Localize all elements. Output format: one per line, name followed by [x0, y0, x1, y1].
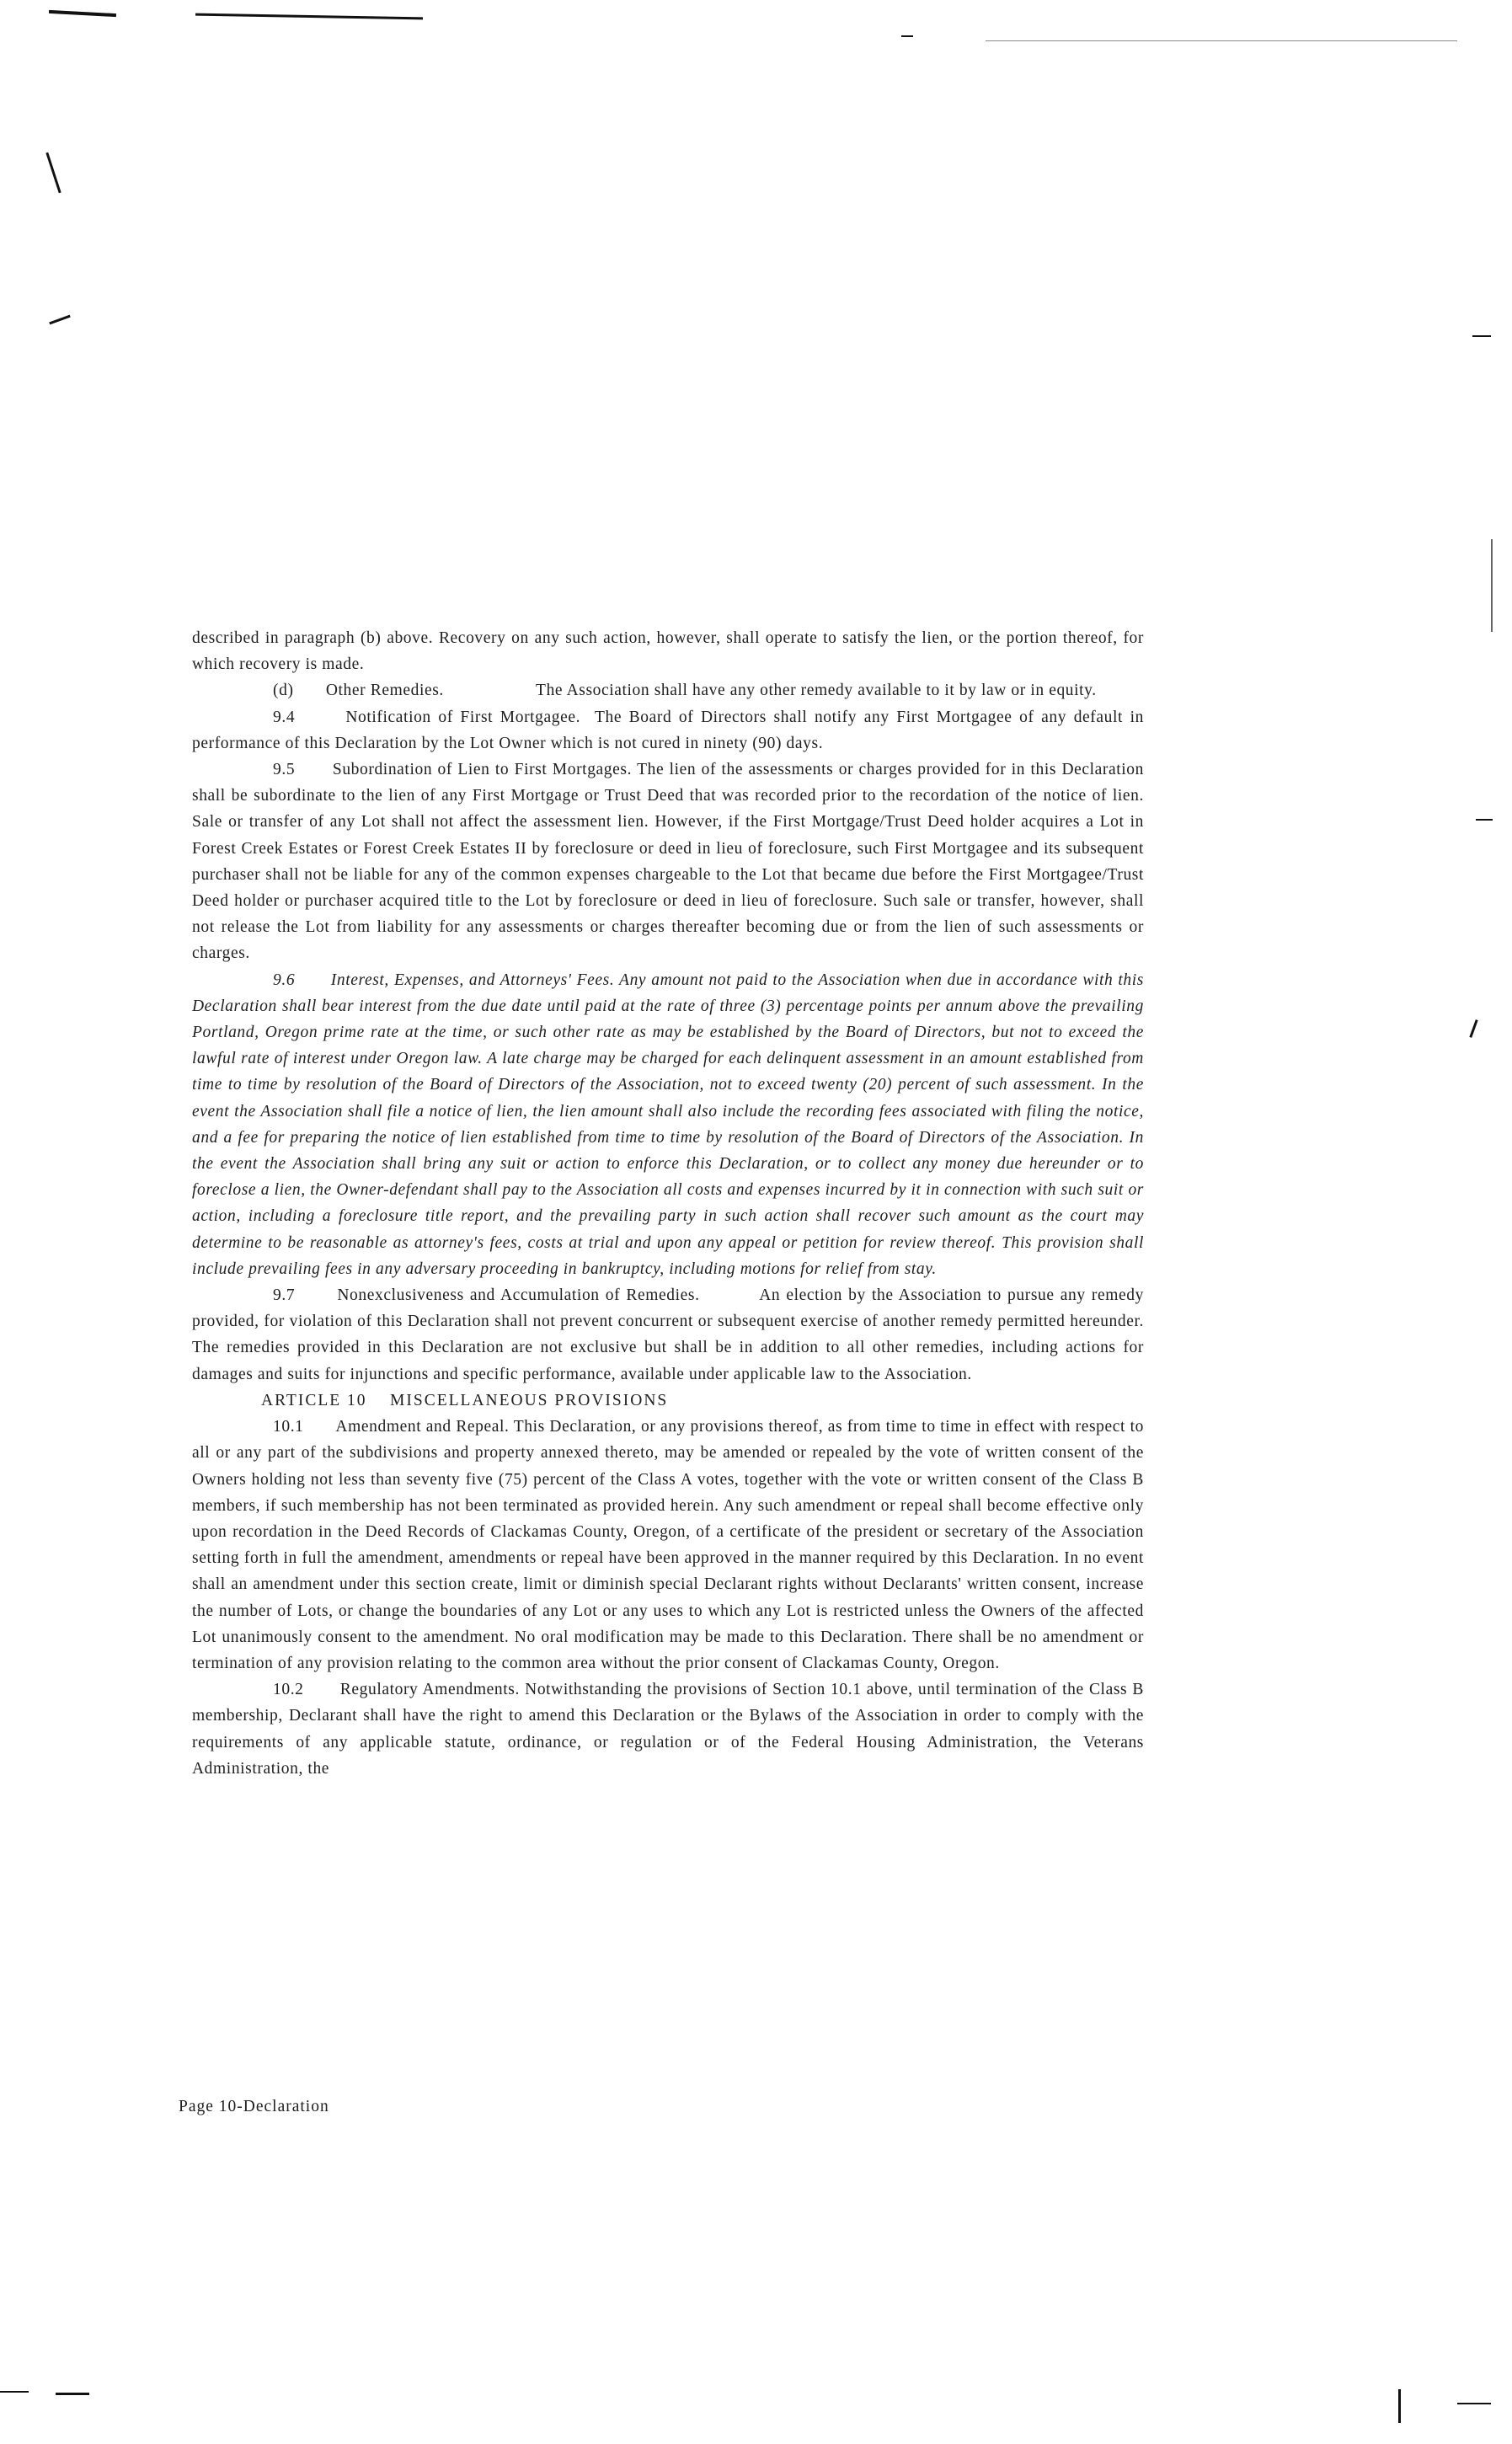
paragraph-9-3-continued: described in paragraph (b) above. Recovery on any such action, however, shall operate to satisfy the lien, or the portion thereof, for which recovery is made.	[192, 629, 1144, 674]
scan-artifact-right-dash-1	[1472, 335, 1491, 337]
scan-artifact-top-left	[49, 10, 116, 17]
scan-artifact-right-tick	[1469, 1019, 1477, 1038]
paragraph-10-2: 10.2 Regulatory Amendments. Notwithstanding the provisions of Section 10.1 above, until termination of the Class B membership, Declarant shall have the right to amend this Declaration or the Bylaws of the Association in order to comply with the requirements of any applicable statute, ordinance, or regulation or of the Federal Housing Administration, the Veterans Administration, the	[192, 1681, 1144, 1778]
article-10-heading: ARTICLE 10 MISCELLANEOUS PROVISIONS	[261, 1391, 669, 1409]
paragraph-9-3-d: (d) Other Remedies. The Association shall have any other remedy available to it by law or in equity.	[273, 682, 1097, 700]
paragraph-9-7: 9.7 Nonexclusiveness and Accumulation of Remedies. An election by the Association to pursue any remedy provided, for violation of this Declaration shall not prevent concurrent or subsequent exercise of another remedy permitted hereunder. The remedies provided in this Declaration are not exclusive but shall be in addition to all other remedies, including actions for damages and suits for injunctions and specific performance, available under applicable law to the Association.	[192, 1286, 1144, 1383]
scan-artifact-bottom-right-dash	[1457, 2403, 1491, 2404]
scan-artifact-right-line	[1491, 539, 1493, 632]
scan-artifact-top-right-dash	[901, 35, 913, 37]
scan-artifact-bottom-left	[0, 2391, 29, 2393]
scan-artifact-top-right-line	[986, 40, 1457, 41]
scan-artifact-left-dash	[49, 315, 70, 325]
paragraph-10-1: 10.1 Amendment and Repeal. This Declaration, or any provisions thereof, as from time to time in effect with respect to all or any part of the subdivisions and property annexed thereto, may be amended or repealed by the vote of written consent of the Owners holding not less than seventy five (75) percent of the Class A votes, together with the vote or written consent of the Class B members, if such membership has not been terminated as provided herein. Any such amendment or repeal shall become effective only upon recordation in the Deed Records of Clackamas County, Oregon, of a certificate of the president or secretary of the Association setting forth in full the amendment, amendments or repeal have been approved in the manner required by this Declaration. In no event shall an amendment under this section create, limit or diminish special Declarant rights without Declarants' written consent, increase the number of Lots, or change the boundaries of any Lot or any uses to which any Lot is restricted unless the Owners of the affected Lot unanimously consent to the amendment. No oral modification may be made to this Declaration. There shall be no amendment or termination of any provision relating to the common area without the prior consent of Clackamas County, Oregon.	[192, 1418, 1144, 1672]
scan-artifact-bottom-left-2	[56, 2393, 89, 2395]
paragraph-9-4: 9.4 Notification of First Mortgagee. The Board of Directors shall notify any First Mortgagee of any default in performance of this Declaration by the Lot Owner which is not cured in ninety (90) days.	[192, 708, 1144, 752]
paragraph-9-6: 9.6 Interest, Expenses, and Attorneys' Fees. Any amount not paid to the Association when due in accordance with this Declaration shall bear interest from the due date until paid at the rate of three (3) percentage points per annum above the prevailing Portland, Oregon prime rate at the time, or such other rate as may be established by the Board of Directors, but not to exceed the lawful rate of interest under Oregon law. A late charge may be charged for each delinquent assessment in an amount established from time to time by resolution of the Board of Directors of the Association, not to exceed twenty (20) percent of such assessment. In the event the Association shall file a notice of lien, the lien amount shall also include the recording fees associated with filing the notice, and a fee for preparing the notice of lien established from time to time by resolution of the Board of Directors of the Association. In the event the Association shall bring any suit or action to enforce this Declaration, or to collect any money due hereunder or to foreclose a lien, the Owner-defendant shall pay to the Association all costs and expenses incurred by it in connection with such suit or action, including a foreclosure title report, and the prevailing party in such action shall recover such amount as the court may determine to be reasonable as attorney's fees, costs at trial and upon any appeal or petition for review thereof. This provision shall include prevailing fees in any adversary proceeding in bankruptcy, including motions for relief from stay.	[192, 971, 1144, 1278]
page-footer: Page 10-Declaration	[179, 2098, 329, 2115]
scan-artifact-left-bracket	[45, 152, 61, 193]
declaration-body	[192, 625, 1144, 1782]
scan-artifact-top-dash	[195, 13, 423, 20]
scan-artifact-bottom-right-line	[1398, 2389, 1401, 2423]
scan-artifact-right-dash-2	[1476, 819, 1493, 821]
paragraph-9-5: 9.5 Subordination of Lien to First Mortgages. The lien of the assessments or charges provided for in this Declaration shall be subordinate to the lien of any First Mortgage or Trust Deed that was recorded prior to the recordation of the notice of lien. Sale or transfer of any Lot shall not affect the assessment lien. However, if the First Mortgage/Trust Deed holder acquires a Lot in Forest Creek Estates or Forest Creek Estates II by foreclosure or deed in lieu of foreclosure, such First Mortgagee and its subsequent purchaser shall not be liable for any of the common expenses chargeable to the Lot that became due before the First Mortgagee/Trust Deed holder or purchaser acquired title to the Lot by foreclosure or deed in lieu of foreclosure. Such sale or transfer, however, shall not release the Lot from liability for any assessments or charges thereafter becoming due or from the lien of such assessments or charges.	[192, 761, 1144, 963]
